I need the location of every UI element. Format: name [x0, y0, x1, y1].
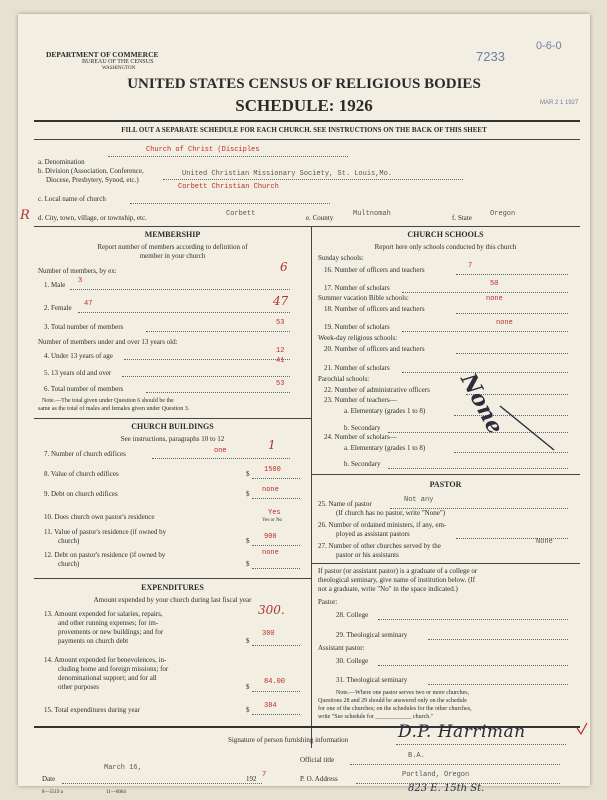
q7-edifices-label: 7. Number of church edifices — [44, 450, 126, 458]
census-schedule-form — [18, 14, 590, 795]
q27-label-1: 27. Number of other churches served by the — [318, 542, 441, 550]
date-line — [62, 783, 262, 784]
division-label-2: Diocese, Presbytery, Synod, etc.) — [46, 176, 139, 184]
q9-line — [252, 498, 300, 499]
schools-title: CHURCH SCHOOLS — [407, 230, 484, 239]
q2-female-label: 2. Female — [44, 304, 72, 312]
schools-none-handwriting: None — [455, 369, 509, 439]
q26-label-1: 26. Number of ordained ministers, if any, em- — [318, 521, 447, 529]
local-name-line — [130, 203, 330, 204]
county-label: e. County — [306, 214, 334, 222]
state-value: Oregon — [490, 210, 516, 218]
bureau-label: BUREAU OF THE CENSUS — [82, 59, 154, 65]
q29-label: 29. Theological seminary — [336, 631, 408, 639]
year-digit: 7 — [262, 771, 267, 779]
q9-dollar: $ — [246, 490, 250, 498]
q13-label-1: 13. Amount expended for salaries, repairs, — [44, 610, 163, 618]
schools-strike-line — [498, 404, 558, 454]
q11-value: 900 — [264, 533, 277, 541]
q13-label-4: payments on church debt — [58, 637, 129, 645]
by-sex-label: Number of members, by ex: — [38, 267, 117, 275]
pastor-note-3: for one of the churches; on the schedules for the other churches, — [318, 706, 472, 712]
division-line — [163, 179, 463, 180]
schools-rule — [311, 474, 580, 475]
membership-rule — [34, 418, 311, 419]
q8-value: 1500 — [264, 466, 281, 474]
expenditures-intro: Amount expended by your church during last fiscal year — [93, 596, 252, 604]
margin-mark: R — [20, 208, 30, 223]
q15-line — [252, 714, 300, 715]
q19-value: none — [496, 319, 513, 327]
denomination-value: Church of Christ (Disciples — [146, 146, 260, 154]
q29-line — [428, 639, 568, 640]
separate-schedule-instruction: FILL OUT A SEPARATE SCHEDULE FOR EACH CHURCH. SEE INSTRUCTIONS ON THE BACK OF THIS SHEET — [121, 126, 487, 134]
q16-line — [456, 274, 568, 275]
q20-label: 20. Number of officers and teachers — [324, 345, 425, 353]
membership-intro-2: member in your church — [139, 252, 206, 260]
q19-label: 19. Number of scholars — [324, 323, 390, 331]
q14-label-1: 14. Amount expended for benevolences, in- — [44, 656, 167, 664]
q17-value: 50 — [490, 280, 499, 288]
male-typed-value: 3 — [78, 277, 83, 285]
q12-label-1: 12. Debt on pastor's residence (if owned by — [44, 551, 166, 559]
q11-label-1: 11. Value of pastor's residence (if owned by — [44, 528, 167, 536]
female-hand-value: 47 — [273, 294, 289, 308]
denomination-line — [108, 156, 348, 157]
local-name-value: Corbett Christian Church — [178, 183, 279, 191]
q24b-label: b. Secondary — [344, 460, 381, 468]
q12-line — [252, 568, 300, 569]
q31-label: 31. Theological seminary — [336, 676, 408, 684]
q2-line — [78, 312, 290, 313]
q4-under13-value: 12 — [276, 347, 285, 355]
local-name-label: c. Local name of church — [38, 195, 106, 203]
q4-under13-label: 4. Under 13 years of age — [44, 352, 113, 360]
official-title-label: Official title — [300, 756, 335, 764]
q27-value: None — [536, 538, 553, 546]
q14-label-3: denominational support; and for all — [58, 674, 157, 682]
division-label-1: b. Division (Association, Conference, — [38, 167, 144, 175]
q9-debt-label: 9. Debt on church edifices — [44, 490, 118, 498]
parochial-label: Parochial schools: — [318, 375, 370, 383]
q21-line — [402, 372, 568, 373]
date-value: March 16, — [104, 764, 142, 772]
q12-value: none — [262, 549, 279, 557]
q13-label-3: provements or new buildings; and for — [58, 628, 164, 636]
q13-line — [252, 645, 300, 646]
membership-title: MEMBERSHIP — [144, 230, 201, 239]
buildings-intro: See instructions, paragraphs 10 to 12 — [120, 435, 225, 443]
print-number: 11—6064 — [106, 790, 126, 795]
q8-value-label: 8. Value of church edifices — [44, 470, 119, 478]
q13-dollar: $ — [246, 637, 250, 645]
q25-value: Not any — [404, 496, 434, 504]
q3-total-label: 3. Total number of members — [44, 323, 124, 331]
identity-rule — [34, 226, 580, 227]
pastor-note-2: Questions 28 and 29 should be answered only on the schedule — [318, 698, 467, 704]
city-label: d. City, town, village, or township, etc. — [38, 214, 147, 222]
q13-typed-value: 300 — [262, 630, 275, 638]
buildings-title: CHURCH BUILDINGS — [131, 422, 214, 431]
q3-total-value: 53 — [276, 319, 285, 327]
pastor-title: PASTOR — [429, 480, 462, 489]
city-label: WASHINGTON — [102, 66, 136, 71]
membership-note-1: Note.—The total given under Question 6 should be the — [42, 398, 174, 404]
female-typed-value: 47 — [84, 300, 93, 308]
assistant-sub-label: Assistant pastor: — [318, 644, 365, 652]
po-address-typed: Portland, Oregon — [402, 771, 470, 779]
q28-line — [378, 619, 568, 620]
q15-value: 384 — [264, 702, 277, 710]
q9-value: none — [262, 486, 279, 494]
form-number: 8—5519 a — [42, 790, 63, 795]
q13-hand-value: 300. — [258, 603, 285, 617]
age-intro: Number of members under and over 13 years old: — [38, 338, 178, 346]
q24a-label: a. Elementary (grades 1 to 8) — [344, 444, 426, 452]
po-address-hand: 823 E. 15th St. — [408, 783, 485, 794]
schools-intro: Report here only schools conducted by this church — [374, 243, 517, 251]
q17-label: 17. Number of scholars — [324, 284, 390, 292]
q17-line — [402, 292, 568, 293]
department-label: DEPARTMENT OF COMMERCE — [46, 50, 159, 59]
q14-value: 84.00 — [264, 678, 286, 686]
q10-value: Yes — [268, 509, 281, 517]
q31-line — [428, 684, 568, 685]
q6-line — [146, 392, 290, 393]
q10-sub: Yes or No — [262, 518, 283, 523]
signature-line — [396, 744, 566, 745]
instruction-rule — [34, 139, 580, 140]
q26-label-2: ployed as assistant pastors — [336, 530, 410, 538]
q5-over13-label: 5. 13 years old and over — [44, 369, 112, 377]
q4-line — [124, 359, 290, 360]
q25-label: 25. Name of pastor — [318, 500, 372, 508]
q23-label: 23. Number of teachers— — [324, 396, 397, 404]
header-rule — [34, 120, 580, 122]
q30-line — [378, 665, 568, 666]
male-hand-value: 6 — [280, 260, 288, 274]
q10-residence-label: 10. Does church own pastor's residence — [44, 513, 155, 521]
q15-dollar: $ — [246, 706, 250, 714]
official-title-value: B.A. — [408, 752, 425, 760]
date-label: Date — [42, 775, 56, 783]
q16-label: 16. Number of officers and teachers — [324, 266, 425, 274]
q23b-label: b. Secondary — [344, 424, 381, 432]
q6-total-value: 53 — [276, 380, 285, 388]
q18-value: none — [486, 295, 503, 303]
state-label: f. State — [452, 214, 472, 222]
sunday-label: Sunday schools: — [318, 254, 364, 262]
graduate-intro-1: If pastor (or assistant pastor) is a graduate of a college or — [318, 567, 478, 575]
division-value: United Christian Missionary Society, St. Louis,Mo. — [182, 170, 393, 178]
q7-typed-value: one — [214, 447, 227, 455]
q6-total-label: 6. Total number of members — [44, 385, 124, 393]
pastor-note-1: Note.—Where one pastor serves two or more churches, — [336, 690, 470, 696]
q13-label-2: and other running expenses; for im- — [58, 619, 159, 627]
q14-dollar: $ — [246, 683, 250, 691]
graduate-intro-3: not a graduate, write "No" in the space indicated.) — [318, 585, 458, 593]
membership-intro-1: Report number of members according to definition of — [97, 243, 248, 251]
weekday-label: Week-day religious schools: — [318, 334, 398, 342]
q27-label-2: pastor or his assistants — [336, 551, 399, 559]
buildings-rule — [34, 578, 311, 579]
q5-over13-value: 41 — [276, 357, 285, 365]
q12-dollar: $ — [246, 560, 250, 568]
graduate-intro-2: theological seminary, give name of institution below. (If — [318, 576, 476, 584]
expenditures-title: EXPENDITURES — [141, 583, 204, 592]
pastor-note-4: write "See schedule for ____________ church." — [318, 714, 434, 720]
q8-dollar: $ — [246, 470, 250, 478]
red-check-mark — [576, 722, 588, 736]
q18-label: 18. Number of officers and teachers — [324, 305, 425, 313]
received-date-stamp: MAR 2 1 1927 — [540, 100, 579, 106]
q5-line — [122, 376, 290, 377]
q19-line — [402, 331, 568, 332]
q22-label: 22. Number of administrative officers — [324, 386, 430, 394]
official-title-line — [350, 764, 560, 765]
q30-label: 30. College — [336, 657, 369, 665]
q8-line — [252, 478, 300, 479]
q16-value: 7 — [468, 262, 473, 270]
form-title: UNITED STATES CENSUS OF RELIGIOUS BODIES — [127, 76, 481, 92]
q12-label-2: church) — [58, 560, 80, 568]
q14-line — [252, 691, 300, 692]
q18-line — [456, 313, 568, 314]
q11-line — [252, 545, 300, 546]
q14-label-4: other purposes — [58, 683, 100, 691]
q24-label: 24. Number of scholars— — [324, 433, 397, 441]
signature-value: D.P. Harriman — [398, 722, 526, 742]
county-value: Multnomah — [353, 210, 391, 218]
q11-label-2: church) — [58, 537, 80, 545]
q20-line — [456, 353, 568, 354]
q7-hand-value: 1 — [268, 438, 276, 452]
code-stamp: 0-6-0 — [536, 40, 562, 52]
year-prefix: 192 — [246, 775, 257, 783]
q25-sub: (If church has no pastor, write "None") — [336, 509, 446, 517]
schedule-number-stamp: 7233 — [476, 49, 505, 64]
signature-label: Signature of person furnishing information — [228, 736, 349, 744]
membership-note-2: same as the total of males and females given under Question 3. — [38, 406, 190, 412]
po-address-label: P. O. Address — [300, 775, 338, 783]
pastor-sub-label: Pastor: — [318, 598, 338, 606]
q24b-line — [388, 468, 568, 469]
q7-line — [152, 458, 290, 459]
q15-total-label: 15. Total expenditures during year — [44, 706, 140, 714]
q23a-label: a. Elementary (grades 1 to 8) — [344, 407, 426, 415]
denomination-label: a. Denomination — [38, 158, 85, 166]
q14-label-2: cluding home and foreign missions; for — [58, 665, 169, 673]
q3-line — [146, 331, 290, 332]
schedule-title: SCHEDULE: 1926 — [235, 96, 373, 115]
q28-label: 28. College — [336, 611, 369, 619]
summer-label: Summer vacation Bible schools: — [318, 294, 409, 302]
pastor-rule — [311, 563, 580, 564]
q21-label: 21. Number of scholars — [324, 364, 390, 372]
q1-male-label: 1. Male — [44, 281, 66, 289]
q1-line — [70, 289, 290, 290]
q11-dollar: $ — [246, 537, 250, 545]
city-value: Corbett — [226, 210, 256, 218]
